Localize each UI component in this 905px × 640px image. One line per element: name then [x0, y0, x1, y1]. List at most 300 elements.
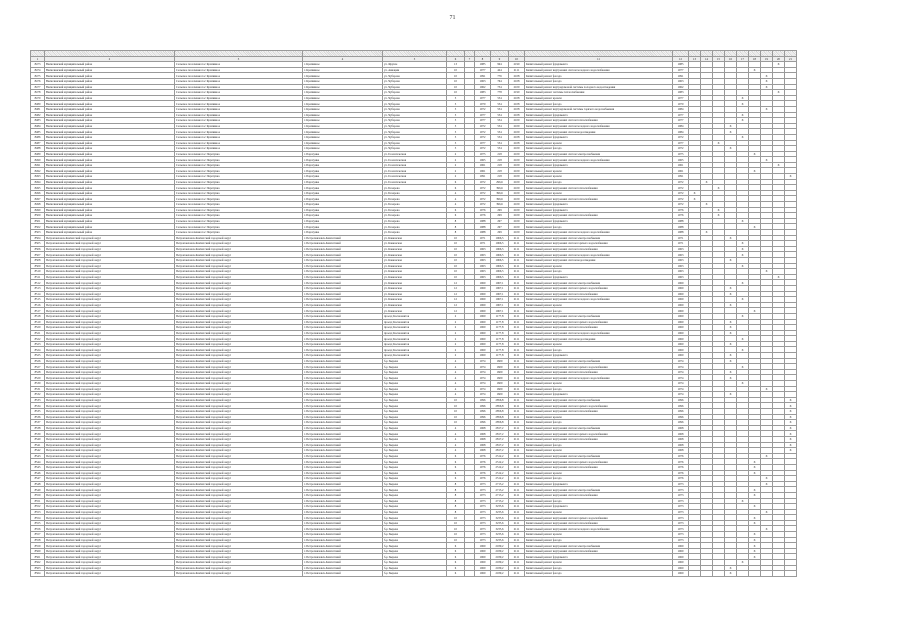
table-cell: 1968 — [475, 442, 491, 448]
table-cell: 1067,1 — [491, 291, 509, 297]
table-cell: ул. Кавказская — [383, 252, 447, 258]
table-cell: Петропавловск-Камчатский городской округ — [175, 548, 303, 554]
table-cell: Петропавловск-Камчатский городской округ — [45, 241, 175, 247]
column-number-header: 5 — [383, 56, 447, 62]
table-cell: ул. Кавказская — [383, 263, 447, 269]
table-cell: ул. Кавказская — [383, 274, 447, 280]
work-year-mark-cell: X — [749, 532, 761, 538]
table-cell: Петропавловск-Камчатский городской округ — [45, 353, 175, 359]
table-cell: ул. Бочарова — [383, 224, 447, 230]
capital-repair-register-table — [30, 50, 797, 577]
work-year-mark-cell: X — [725, 358, 737, 364]
table-cell: 2111 — [509, 464, 525, 470]
table-cell: 8509 — [31, 263, 45, 269]
table-cell: 12 — [447, 302, 465, 308]
table-cell: 8 — [447, 498, 465, 504]
table-cell: Капитальный ремонт фундамента — [525, 392, 673, 398]
table-cell: 776 — [491, 73, 509, 79]
table-cell: 2111 — [509, 481, 525, 487]
table-cell: Капитальный ремонт внутренних систем теплоснабжения — [525, 464, 673, 470]
table-cell: Петропавловск-Камчатский городской округ — [175, 448, 303, 454]
table-cell: 2512,2 — [491, 470, 509, 476]
table-cell: 1972 — [475, 134, 491, 140]
table-cell: 8533 — [31, 397, 45, 403]
table-cell: 10 — [447, 537, 465, 543]
table-cell: 1974 — [475, 386, 491, 392]
table-cell: Капитальный ремонт фундамента — [525, 162, 673, 168]
table-cell: г. Петропавловск-Камчатский — [303, 453, 383, 459]
work-year-mark-cell: X — [761, 157, 773, 163]
table-cell: 1976 — [673, 470, 689, 476]
table-cell: Вилючинский муниципальный район — [45, 78, 175, 84]
table-cell: Капитальный ремонт внутренних систем электроснабжения — [525, 235, 673, 241]
table-cell: 8558 — [31, 537, 45, 543]
table-cell: 1960 — [475, 353, 491, 359]
work-year-mark-cell: X — [725, 235, 737, 241]
table-cell: 2 — [447, 151, 465, 157]
table-cell: г. Петропавловск-Камчатский — [303, 543, 383, 549]
work-year-mark-cell: X — [725, 375, 737, 381]
table-cell: 1963 — [673, 246, 689, 252]
table-cell: 8 — [447, 224, 465, 230]
work-year-mark-cell: X — [737, 297, 749, 303]
table-cell: 1969 — [673, 565, 689, 571]
table-cell: 1066,5 — [491, 274, 509, 280]
table-cell: Петропавловск-Камчатский городской округ — [175, 241, 303, 247]
table-cell: Вилючинский муниципальный район — [45, 202, 175, 208]
table-cell: ул. Кавказская — [383, 302, 447, 308]
table-cell: 1609 — [491, 381, 509, 387]
column-number-header: 16 — [725, 56, 737, 62]
table-cell: 8473 — [31, 62, 45, 68]
table-cell: 2109 — [509, 202, 525, 208]
table-cell: 1968 — [673, 436, 689, 442]
work-year-mark-cell: X — [737, 112, 749, 118]
table-cell: 8 — [447, 218, 465, 224]
work-year-mark-cell: X — [737, 336, 749, 342]
table-cell: 1973 — [475, 498, 491, 504]
table-cell: г. Петропавловск-Камчатский — [303, 509, 383, 515]
table-cell: Петропавловск-Камчатский городской округ — [175, 464, 303, 470]
table-cell: 1973 — [475, 520, 491, 526]
table-cell: г. Крапивное — [303, 129, 383, 135]
table-cell: г. Петропавловск-Камчатский — [303, 515, 383, 521]
table-cell: ул. Геологическая — [383, 168, 447, 174]
table-cell: Сельское поселение пос Крапивное — [175, 73, 303, 79]
table-cell: 8562 — [31, 560, 45, 566]
table-cell: 2111 — [509, 241, 525, 247]
table-cell: 396,6 — [491, 202, 509, 208]
table-cell: ул. Бочарова — [383, 196, 447, 202]
table-cell: 1968 — [673, 431, 689, 437]
table-cell: б-р Зверева — [383, 520, 447, 526]
table-cell: 8552 — [31, 504, 45, 510]
table-cell: 2109 — [509, 151, 525, 157]
table-cell: ул. Чубарова — [383, 106, 447, 112]
table-cell: г. Петропавловск-Камчатский — [303, 381, 383, 387]
table-cell: 1996 — [673, 403, 689, 409]
table-cell: Петропавловск-Камчатский городской округ — [175, 414, 303, 420]
table-cell: 2856,8 — [491, 397, 509, 403]
work-year-mark-cell: X — [761, 476, 773, 482]
table-cell: 2111 — [509, 560, 525, 566]
table-cell: 1969 — [673, 297, 689, 303]
table-cell: 8521 — [31, 330, 45, 336]
table-cell: 2856,8 — [491, 420, 509, 426]
table-cell: 1988 — [475, 230, 491, 236]
work-year-mark-cell: X — [749, 487, 761, 493]
table-cell: 10 — [447, 520, 465, 526]
table-cell: г. Петропавловск-Камчатский — [303, 353, 383, 359]
table-cell: 3235,6 — [491, 504, 509, 510]
column-number-header: 12 — [673, 56, 689, 62]
table-cell: Петропавловск-Камчатский городской округ — [45, 297, 175, 303]
table-cell: 1973 — [673, 532, 689, 538]
work-year-mark-cell: X — [725, 341, 737, 347]
table-cell: 8527 — [31, 364, 45, 370]
table-cell: г. Петропавловск-Камчатский — [303, 504, 383, 510]
table-cell: Капитальный ремонт фундамента — [525, 481, 673, 487]
table-cell: Петропавловск-Камчатский городской округ — [45, 548, 175, 554]
table-cell: 1985 — [673, 62, 689, 68]
table-cell: 8506 — [31, 246, 45, 252]
table-cell: ул. Авиации — [383, 67, 447, 73]
table-cell: 8518 — [31, 313, 45, 319]
table-cell: Капитальный ремонт фундамента — [525, 134, 673, 140]
work-year-mark-cell: X — [725, 146, 737, 152]
table-cell: г. Петропавловск-Камчатский — [303, 257, 383, 263]
table-cell: б-р Зверева — [383, 532, 447, 538]
table-cell: Сельское поселение пос Паратунка — [175, 162, 303, 168]
table-cell: Капитальный ремонт кровли — [525, 532, 673, 538]
table-cell: г. Петропавловск-Камчатский — [303, 403, 383, 409]
table-cell: г. Паратунка — [303, 230, 383, 236]
work-year-mark-cell — [749, 571, 761, 577]
table-cell: 1972 — [673, 196, 689, 202]
table-cell: Петропавловск-Камчатский городской округ — [175, 386, 303, 392]
table-cell: 2512,2 — [491, 459, 509, 465]
table-cell: Капитальный ремонт системы теплоснабжения — [525, 90, 673, 96]
table-cell: 1969 — [475, 548, 491, 554]
table-cell: 8478 — [31, 90, 45, 96]
table-cell: 2111 — [509, 347, 525, 353]
table-cell: Капитальный ремонт фундамента — [525, 62, 673, 68]
table-cell: 1969 — [475, 565, 491, 571]
table-cell: 2109 — [509, 157, 525, 163]
table-cell: 2111 — [509, 548, 525, 554]
table-cell: ул. Геологическая — [383, 174, 447, 180]
table-cell: Капитальный ремонт внутренних систем теплоснабжения — [525, 291, 673, 297]
work-year-mark-cell: X — [749, 459, 761, 465]
table-cell: 4 — [447, 364, 465, 370]
table-cell: 1976 — [673, 207, 689, 213]
table-cell: 1963 — [475, 263, 491, 269]
table-cell: 2 — [447, 157, 465, 163]
work-year-mark-cell: X — [725, 257, 737, 263]
work-year-mark-cell: X — [749, 515, 761, 521]
table-cell: 1972 — [475, 179, 491, 185]
table-cell: Капитальный ремонт внутренних систем горячего водоснабжения — [525, 285, 673, 291]
table-cell: 4 — [447, 425, 465, 431]
work-year-mark-cell: X — [761, 106, 773, 112]
table-cell: 1609 — [491, 386, 509, 392]
table-cell: 4 — [447, 448, 465, 454]
table-cell: 1066,5 — [491, 246, 509, 252]
table-cell: г. Петропавловск-Камчатский — [303, 565, 383, 571]
table-cell: 2 — [447, 325, 465, 331]
table-cell: 12 — [447, 285, 465, 291]
table-cell: Вилючинский муниципальный район — [45, 174, 175, 180]
table-cell: 1973 — [475, 492, 491, 498]
table-cell: г. Паратунка — [303, 179, 383, 185]
table-cell: г. Петропавловск-Камчатский — [303, 537, 383, 543]
table-cell: Капитальный ремонт фасада — [525, 498, 673, 504]
table-cell: 1974 — [673, 364, 689, 370]
table-cell: ул. Кавказская — [383, 235, 447, 241]
table-cell: 554 — [491, 101, 509, 107]
table-cell: 8491 — [31, 162, 45, 168]
table-cell: г. Паратунка — [303, 218, 383, 224]
table-cell: 396,6 — [491, 185, 509, 191]
table-cell: б-р Зверева — [383, 459, 447, 465]
table-cell: 1963 — [673, 78, 689, 84]
table-cell: 1984 — [673, 129, 689, 135]
table-cell: 2109 — [509, 185, 525, 191]
table-cell: б-р Зверева — [383, 409, 447, 415]
table-cell: Вилючинский муниципальный район — [45, 185, 175, 191]
table-cell: г. Паратунка — [303, 185, 383, 191]
work-year-mark-cell: X — [725, 319, 737, 325]
table-cell: Петропавловск-Камчатский городской округ — [175, 436, 303, 442]
table-cell: 8531 — [31, 386, 45, 392]
table-cell: 2 — [447, 313, 465, 319]
table-cell: 2108 — [509, 78, 525, 84]
table-cell: ул. Чубарова — [383, 84, 447, 90]
table-cell: г. Петропавловск-Камчатский — [303, 364, 383, 370]
table-cell: 1968 — [475, 425, 491, 431]
table-cell: Капитальный ремонт внутренних систем теплоснабжения — [525, 492, 673, 498]
table-cell: ул. Бочарова — [383, 190, 447, 196]
table-cell: 2111 — [509, 263, 525, 269]
table-cell: 1988 — [475, 224, 491, 230]
table-cell: 1969 — [673, 280, 689, 286]
table-cell: 218 — [491, 174, 509, 180]
table-cell: 4 — [447, 369, 465, 375]
table-cell: г. Петропавловск-Камчатский — [303, 397, 383, 403]
table-cell: 8477 — [31, 84, 45, 90]
table-cell: 1973 — [673, 487, 689, 493]
table-cell: 1963 — [673, 257, 689, 263]
table-cell: 1977 — [673, 67, 689, 73]
table-cell: 1969 — [673, 308, 689, 314]
table-cell: 1968 — [673, 442, 689, 448]
table-cell: 8525 — [31, 353, 45, 359]
table-cell: 2111 — [509, 431, 525, 437]
work-year-mark-cell: X — [773, 62, 785, 68]
table-cell: 8492 — [31, 168, 45, 174]
work-year-mark-cell: X — [737, 560, 749, 566]
table-cell: 396,6 — [491, 196, 509, 202]
work-year-mark-cell: X — [749, 470, 761, 476]
table-cell: 1976 — [673, 464, 689, 470]
table-cell: 8484 — [31, 123, 45, 129]
table-cell: ул. Чубарова — [383, 129, 447, 135]
table-cell: 6 — [447, 185, 465, 191]
table-cell: Петропавловск-Камчатский городской округ — [175, 397, 303, 403]
table-cell: Вилючинский муниципальный район — [45, 95, 175, 101]
table-cell: Вилючинский муниципальный район — [45, 230, 175, 236]
table-cell: 1968 — [475, 436, 491, 442]
table-cell: 2 — [447, 168, 465, 174]
table-cell: Капитальный ремонт фасада — [525, 420, 673, 426]
table-cell: Петропавловск-Камчатский городской округ — [45, 481, 175, 487]
table-cell: 8502 — [31, 224, 45, 230]
table-cell: Капитальный ремонт внутренних систем теплоснабжения — [525, 196, 673, 202]
table-cell: 12 — [447, 280, 465, 286]
table-cell: Петропавловск-Камчатский городской округ — [175, 325, 303, 331]
table-cell: 296,6 — [491, 179, 509, 185]
table-cell: 1991 — [475, 174, 491, 180]
table-cell: 1991 — [673, 73, 689, 79]
table-cell: 1609 — [491, 358, 509, 364]
table-cell: 2108 — [509, 134, 525, 140]
table-cell: Капитальный ремонт внутренних систем горячего водоснабжения — [525, 364, 673, 370]
table-cell: Петропавловск-Камчатский городской округ — [45, 515, 175, 521]
table-cell: 2111 — [509, 297, 525, 303]
table-cell: 2111 — [509, 532, 525, 538]
column-number-header: 9 — [491, 56, 509, 62]
table-cell: г. Петропавловск-Камчатский — [303, 554, 383, 560]
table-cell: 8522 — [31, 336, 45, 342]
table-cell: 2111 — [509, 308, 525, 314]
table-cell: Петропавловск-Камчатский городской округ — [175, 274, 303, 280]
work-year-mark-cell: X — [737, 381, 749, 387]
table-cell: Капитальный ремонт фасада — [525, 347, 673, 353]
table-cell: б-р Зверева — [383, 420, 447, 426]
table-cell: ул. Кавказская — [383, 269, 447, 275]
table-cell: 2111 — [509, 392, 525, 398]
table-cell: 8519 — [31, 319, 45, 325]
table-cell: 1067,1 — [491, 302, 509, 308]
table-cell: 6 — [447, 565, 465, 571]
table-cell: Петропавловск-Камчатский городской округ — [175, 537, 303, 543]
work-year-mark-cell: X — [761, 386, 773, 392]
table-cell: 5 — [447, 123, 465, 129]
table-cell: Сельское поселение пос Паратунка — [175, 196, 303, 202]
table-cell: г. Петропавловск-Камчатский — [303, 341, 383, 347]
table-cell: 8482 — [31, 112, 45, 118]
work-year-mark-cell: X — [713, 213, 725, 219]
table-cell: 2111 — [509, 492, 525, 498]
table-cell: Капитальный ремонт внутренних систем холодного водоснабжения — [525, 230, 673, 236]
column-number-header: 10 — [509, 56, 525, 62]
table-cell: г. Петропавловск-Камчатский — [303, 313, 383, 319]
table-cell: 1961 — [475, 162, 491, 168]
table-cell: 4 — [447, 392, 465, 398]
table-cell: Петропавловск-Камчатский городской округ — [175, 487, 303, 493]
table-cell: Капитальный ремонт кровли — [525, 560, 673, 566]
table-cell: 554 — [491, 118, 509, 124]
table-cell: 2 — [447, 336, 465, 342]
table-cell: Петропавловск-Камчатский городской округ — [45, 403, 175, 409]
work-year-mark-cell: X — [701, 179, 713, 185]
work-year-mark-cell: X — [725, 369, 737, 375]
table-cell: 1968 — [475, 448, 491, 454]
table-cell: г. Петропавловск-Камчатский — [303, 269, 383, 275]
table-cell: ул. Геологическая — [383, 157, 447, 163]
table-cell: ул. Чубарова — [383, 90, 447, 96]
table-cell: 554 — [491, 106, 509, 112]
table-cell: 1969 — [475, 291, 491, 297]
table-cell: проезд Космонавтов — [383, 347, 447, 353]
work-year-mark-cell: X — [689, 190, 701, 196]
table-cell: г. Паратунка — [303, 207, 383, 213]
table-cell: 1972 — [673, 134, 689, 140]
table-cell: 2111 — [509, 375, 525, 381]
table-cell: г. Петропавловск-Камчатский — [303, 274, 383, 280]
table-cell: 2111 — [509, 459, 525, 465]
table-cell: Петропавловск-Камчатский городской округ — [175, 392, 303, 398]
table-cell: 8500 — [31, 213, 45, 219]
table-cell: 1991 — [673, 174, 689, 180]
table-cell: 1609 — [491, 392, 509, 398]
table-cell: 8479 — [31, 95, 45, 101]
table-cell: 8508 — [31, 257, 45, 263]
work-year-mark-cell — [701, 571, 713, 577]
table-cell: 1963 — [673, 263, 689, 269]
table-cell: 10 — [447, 409, 465, 415]
table-cell: 2189,2 — [491, 560, 509, 566]
work-year-mark-cell — [773, 571, 785, 577]
table-cell: 10 — [447, 414, 465, 420]
table-cell: 2109 — [509, 129, 525, 135]
table-cell: Петропавловск-Камчатский городской округ — [175, 560, 303, 566]
table-cell: 1963 — [475, 252, 491, 258]
table-cell: 2111 — [509, 476, 525, 482]
table-cell: 554 — [491, 134, 509, 140]
table-cell: г. Петропавловск-Камчатский — [303, 263, 383, 269]
table-cell: 218 — [491, 162, 509, 168]
table-cell: б-р Зверева — [383, 543, 447, 549]
table-cell: 3235,6 — [491, 526, 509, 532]
table-cell: г. Крапивное — [303, 95, 383, 101]
table-cell: г. Петропавловск-Камчатский — [303, 375, 383, 381]
table-cell: Петропавловск-Камчатский городской округ — [175, 347, 303, 353]
table-cell: 3235,6 — [491, 532, 509, 538]
table-cell: ул. Геологическая — [383, 162, 447, 168]
table-cell: 1974 — [475, 375, 491, 381]
table-cell: Петропавловск-Камчатский городской округ — [45, 509, 175, 515]
table-cell: Капитальный ремонт внутренних систем электроснабжения — [525, 151, 673, 157]
column-number-header: 14 — [701, 56, 713, 62]
table-cell: Петропавловск-Камчатский городской округ — [45, 313, 175, 319]
table-cell: б-р Зверева — [383, 560, 447, 566]
table-cell: 8511 — [31, 274, 45, 280]
table-cell: Вилючинский муниципальный район — [45, 118, 175, 124]
table-cell: Сельское поселение пос Паратунка — [175, 179, 303, 185]
table-cell: 10 — [447, 526, 465, 532]
column-number-header: 18 — [749, 56, 761, 62]
table-cell: 1976 — [475, 476, 491, 482]
table-cell: 1972 — [475, 146, 491, 152]
table-cell: 1066,5 — [491, 263, 509, 269]
table-cell: Петропавловск-Камчатский городской округ — [45, 537, 175, 543]
table-cell: Сельское поселение пос Паратунка — [175, 174, 303, 180]
table-cell: Петропавловск-Камчатский городской округ — [175, 481, 303, 487]
work-year-mark-cell: X — [749, 67, 761, 73]
table-cell: 2817,2 — [491, 431, 509, 437]
table-cell: 8529 — [31, 375, 45, 381]
